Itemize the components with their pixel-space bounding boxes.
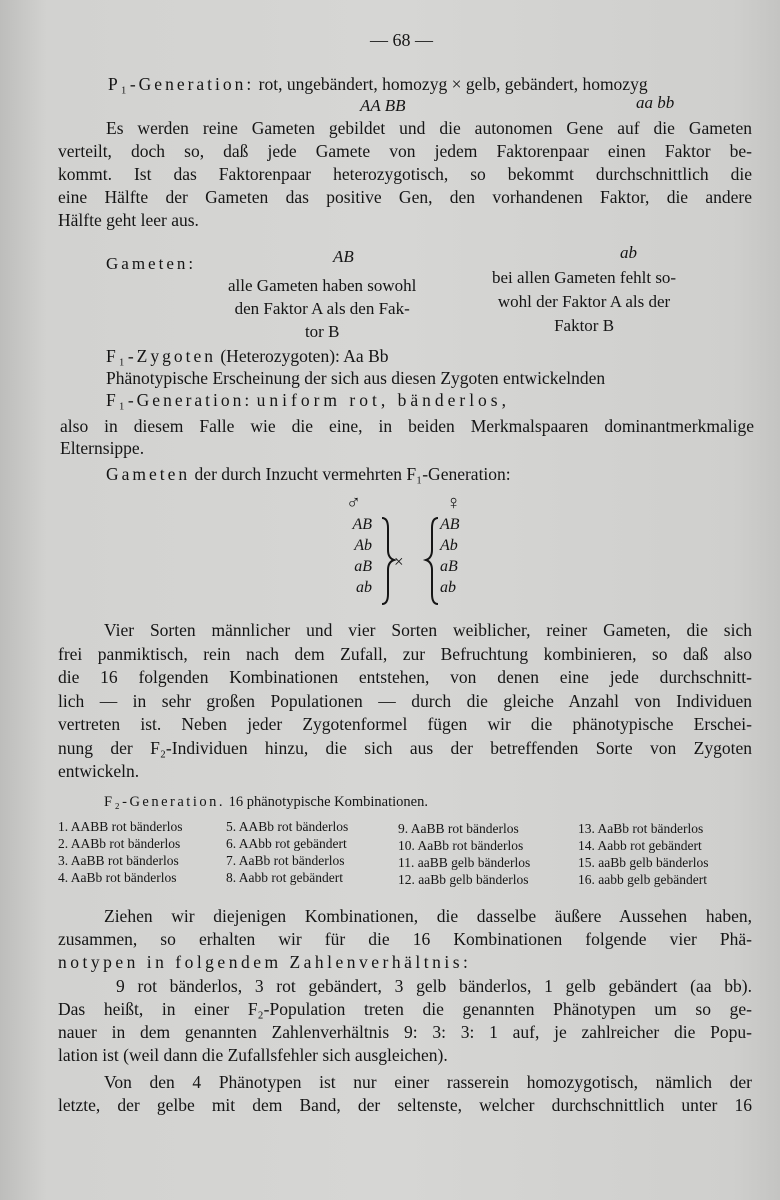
also-line-2: Elternsippe. bbox=[60, 438, 145, 458]
gameten-left-desc bbox=[228, 274, 416, 343]
f1-generation-line bbox=[106, 390, 510, 411]
para4-line: lation ist (weil dann die Zufallsfehler sich ausgleichen). bbox=[58, 1045, 448, 1065]
gameten-left-desc-line: den Faktor A als den Fak- bbox=[234, 299, 410, 318]
combination-item: 8. Aabb rot gebändert bbox=[226, 870, 343, 885]
f2-heading bbox=[104, 794, 428, 811]
combination-column bbox=[578, 820, 708, 888]
para2-line: vertreten ist. Neben jeder Zygotenformel fügen wir die phänotypische Erschei- bbox=[58, 714, 752, 734]
f1-zygoten-text: (Heterozygoten): Aa Bb bbox=[220, 346, 389, 366]
combination-item: 7. AaBb rot bänderlos bbox=[226, 853, 345, 868]
combination-item: 4. AaBb rot bänderlos bbox=[58, 870, 177, 885]
gameten-right-desc-line: bei allen Gameten fehlt so- bbox=[492, 268, 677, 287]
para1-line: Hälfte geht leer aus. bbox=[58, 210, 199, 230]
combination-item: 3. AaBB rot bänderlos bbox=[58, 853, 179, 868]
gameten-left-formula: AB bbox=[333, 247, 354, 266]
para5-line: Von den 4 Phänotypen ist nur einer rasserein homozygotisch, nämlich der bbox=[104, 1072, 752, 1092]
phaeno-line: Phänotypische Erscheinung der sich aus diesen Zygoten entwickelnden bbox=[106, 368, 606, 388]
para4-line: Das heißt, in einer F₂-Population treten die genannten Phänotypen um so ge- bbox=[58, 999, 752, 1019]
para2-line: Vier Sorten männlicher und vier Sorten weiblicher, reiner Gameten, die sich bbox=[104, 620, 752, 640]
para3-line-3: notypen in folgendem Zahlenverhältnis: bbox=[58, 952, 472, 972]
male-gamete: aB bbox=[354, 558, 372, 575]
gameten-right-formula: ab bbox=[620, 243, 637, 262]
para1-line: Es werden reine Gameten gebildet und die autonomen Gene auf die Gameten bbox=[106, 118, 752, 138]
combination-item: 5. AABb rot bänderlos bbox=[226, 819, 349, 834]
also-line-1: also in diesem Falle wie die eine, in beiden Merkmalspaaren dominantmerkmalige bbox=[60, 416, 754, 436]
f1-gen-label: F₁-Generation: bbox=[106, 390, 253, 410]
f1-zygoten-label: F₁-Zygoten bbox=[106, 346, 216, 366]
combination-column bbox=[58, 818, 183, 886]
gameten-left-desc-line: tor B bbox=[304, 322, 340, 341]
male-gamete: Ab bbox=[354, 537, 372, 554]
combination-item: 12. aaBb gelb bänderlos bbox=[398, 872, 529, 887]
combination-item: 1. AABB rot bänderlos bbox=[58, 819, 183, 834]
para2-line: nung der F₂-Individuen hinzu, die sich aus der betreffenden Sorte von Zygoten bbox=[58, 737, 752, 758]
female-gamete: ab bbox=[440, 579, 456, 596]
f2-heading-text: 16 phänotypische Kombinationen. bbox=[228, 794, 428, 810]
gameten-label: Gameten: bbox=[106, 254, 197, 273]
para2-line: die 16 folgenden Kombinationen entstehen, von denen eine jede durchschnitt- bbox=[58, 667, 752, 687]
gameten-right-desc-line: wohl der Faktor A als der bbox=[497, 292, 671, 311]
para1-line: kommt. Ist das Faktorenpaar heterozygotisch, so bekommt durchschnittlich die bbox=[58, 164, 752, 184]
para3-line-2: zusammen, so erhalten wir für die 16 Kombinationen folgende vier Phä- bbox=[58, 929, 752, 949]
page-number: — 68 — bbox=[370, 30, 433, 50]
gameten-right-desc bbox=[492, 266, 676, 338]
gameten-right-desc-line: Faktor B bbox=[554, 316, 615, 335]
gameten-f1-label: Gameten bbox=[106, 464, 191, 484]
male-gamete: ab bbox=[356, 579, 372, 596]
combination-item: 13. AaBb rot bänderlos bbox=[578, 821, 704, 836]
para2-line: lich — in sehr großen Populationen — durch die gleiche Anzahl von Individuen bbox=[58, 690, 752, 711]
male-gamete: AB bbox=[352, 516, 372, 533]
combination-column bbox=[226, 818, 348, 886]
combination-column bbox=[398, 820, 530, 888]
combination-item: 6. AAbb rot gebändert bbox=[226, 836, 347, 851]
gameten-f1-text: der durch Inzucht vermehrten F₁-Generation: bbox=[194, 464, 511, 484]
f1-gen-value: uniform rot, bänderlos, bbox=[256, 390, 510, 410]
gameten-f1-line bbox=[106, 464, 511, 485]
combination-item: 15. aaBb gelb bänderlos bbox=[578, 855, 709, 870]
combination-item: 2. AABb rot bänderlos bbox=[58, 836, 181, 851]
p1-left-formula: AA BB bbox=[360, 96, 406, 115]
p1-line bbox=[108, 74, 754, 95]
combination-item: 9. AaBB rot bänderlos bbox=[398, 821, 519, 836]
male-symbol: ♂ bbox=[346, 492, 361, 514]
p1-text: rot, ungebändert, homozyg × gelb, gebändert, homozyg bbox=[258, 74, 648, 94]
para4-line: nauer in dem genannten Zahlenverhältnis 9: 3: 3: 1 auf, je zahlreicher die Popu- bbox=[58, 1022, 752, 1042]
f1-zygoten-line bbox=[106, 346, 389, 367]
combination-item: 11. aaBB gelb bänderlos bbox=[398, 855, 531, 870]
combination-item: 14. Aabb rot gebändert bbox=[578, 838, 702, 853]
gameten-left-desc-line: alle Gameten haben sowohl bbox=[228, 276, 417, 295]
para4-line: 9 rot bänderlos, 3 rot gebändert, 3 gelb bänderlos, 1 gelb gebändert (aa bb). bbox=[116, 976, 752, 996]
p1-label: P₁-Generation: bbox=[108, 74, 255, 94]
para1-line: eine Hälfte der Gameten das positive Gen, den vorhandenen Faktor, die andere bbox=[58, 187, 752, 207]
combination-item: 16. aabb gelb gebändert bbox=[578, 872, 707, 887]
combination-table bbox=[58, 818, 758, 894]
male-gametes bbox=[332, 514, 372, 598]
para2-line: entwickeln. bbox=[58, 761, 140, 781]
para2-line: frei panmiktisch, rein nach dem Zufall, zur Befruchtung kombinieren, so daß also bbox=[58, 643, 752, 664]
f2-heading-label: F₂-Generation. bbox=[104, 794, 225, 810]
female-gametes bbox=[440, 514, 460, 598]
cross-times: × bbox=[394, 552, 404, 571]
para3-line-1: Ziehen wir diejenigen Kombinationen, die dasselbe äußere Aussehen haben, bbox=[104, 906, 752, 926]
para5-line: letzte, der gelbe mit dem Band, der seltenste, welcher durchschnittlich unter 16 bbox=[58, 1095, 752, 1115]
combination-item: 10. AaBb rot bänderlos bbox=[398, 838, 524, 853]
female-gamete: AB bbox=[440, 516, 460, 533]
female-gamete: Ab bbox=[440, 537, 458, 554]
para1-line: verteilt, doch so, daß jede Gamete von jedem Faktorenpaar einen Faktor be- bbox=[58, 141, 752, 161]
p1-right-formula: aa bb bbox=[636, 93, 675, 112]
female-symbol: ♀ bbox=[446, 492, 461, 514]
female-gamete: aB bbox=[440, 558, 458, 575]
